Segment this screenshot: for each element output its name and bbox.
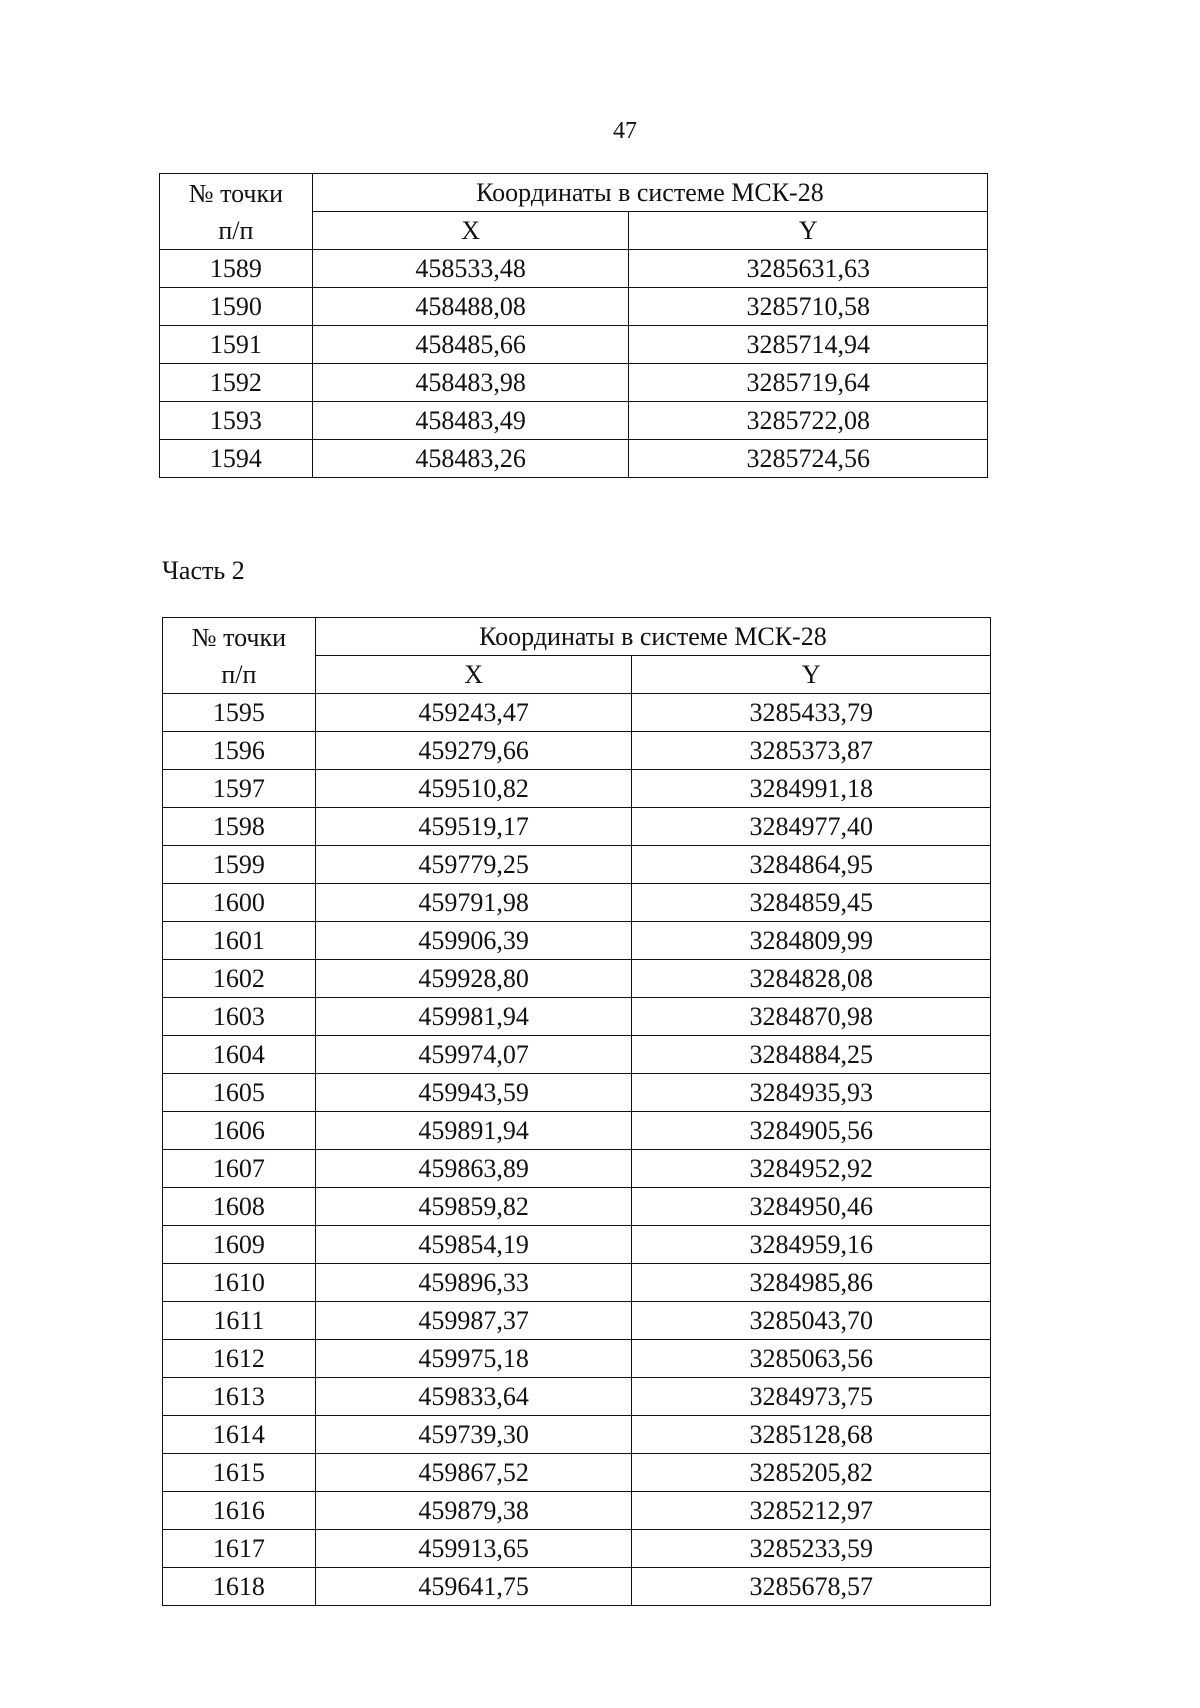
- point-number-header-line2: п/п: [218, 215, 254, 245]
- point-number-cell: 1600: [163, 884, 316, 922]
- table-row: [163, 1378, 991, 1416]
- x-coordinate-cell: 459943,59: [315, 1074, 632, 1112]
- point-number-cell: 1591: [160, 326, 313, 364]
- y-coordinate-cell: 3284864,95: [632, 846, 991, 884]
- y-column-header: Y: [629, 212, 988, 250]
- point-number-cell: 1599: [163, 846, 316, 884]
- y-coordinate-cell: 3284959,16: [632, 1226, 991, 1264]
- point-number-header: [163, 618, 316, 694]
- y-coordinate-cell: 3285719,64: [629, 364, 988, 402]
- coordinates-header: Координаты в системе МСК-28: [315, 618, 990, 656]
- y-coordinate-cell: 3285233,59: [632, 1530, 991, 1568]
- point-number-cell: 1614: [163, 1416, 316, 1454]
- point-number-cell: 1609: [163, 1226, 316, 1264]
- point-number-cell: 1605: [163, 1074, 316, 1112]
- x-column-header: X: [312, 212, 629, 250]
- table-row: [160, 288, 988, 326]
- point-number-cell: 1615: [163, 1454, 316, 1492]
- x-coordinate-cell: 459867,52: [315, 1454, 632, 1492]
- point-number-cell: 1593: [160, 402, 313, 440]
- point-number-header-line1: № точки: [191, 622, 287, 652]
- point-number-header-line2: п/п: [221, 659, 257, 689]
- x-coordinate-cell: 459879,38: [315, 1492, 632, 1530]
- point-number-cell: 1604: [163, 1036, 316, 1074]
- page-number: 47: [613, 118, 637, 144]
- x-coordinate-cell: 458485,66: [312, 326, 629, 364]
- table-row: [163, 1416, 991, 1454]
- table-row: [163, 960, 991, 998]
- y-coordinate-cell: 3285678,57: [632, 1568, 991, 1606]
- x-coordinate-cell: 459974,07: [315, 1036, 632, 1074]
- x-coordinate-cell: 459975,18: [315, 1340, 632, 1378]
- x-coordinate-cell: 459987,37: [315, 1302, 632, 1340]
- point-number-cell: 1594: [160, 440, 313, 478]
- y-coordinate-cell: 3284905,56: [632, 1112, 991, 1150]
- x-coordinate-cell: 459519,17: [315, 808, 632, 846]
- point-number-cell: 1611: [163, 1302, 316, 1340]
- x-coordinate-cell: 458483,49: [312, 402, 629, 440]
- x-coordinate-cell: 459981,94: [315, 998, 632, 1036]
- y-coordinate-cell: 3285063,56: [632, 1340, 991, 1378]
- y-coordinate-cell: 3285722,08: [629, 402, 988, 440]
- x-coordinate-cell: 459859,82: [315, 1188, 632, 1226]
- y-coordinate-cell: 3285433,79: [632, 694, 991, 732]
- x-coordinate-cell: 458483,98: [312, 364, 629, 402]
- y-coordinate-cell: 3285373,87: [632, 732, 991, 770]
- x-coordinate-cell: 458533,48: [312, 250, 629, 288]
- point-number-cell: 1595: [163, 694, 316, 732]
- x-coordinate-cell: 459510,82: [315, 770, 632, 808]
- y-coordinate-cell: 3284884,25: [632, 1036, 991, 1074]
- point-number-header: [160, 174, 313, 250]
- x-coordinate-cell: 459641,75: [315, 1568, 632, 1606]
- y-coordinate-cell: 3284985,86: [632, 1264, 991, 1302]
- point-number-cell: 1596: [163, 732, 316, 770]
- table-row: [163, 1568, 991, 1606]
- x-coordinate-cell: 459791,98: [315, 884, 632, 922]
- point-number-cell: 1592: [160, 364, 313, 402]
- table-row: [163, 922, 991, 960]
- table-row: [163, 846, 991, 884]
- y-coordinate-cell: 3285714,94: [629, 326, 988, 364]
- y-coordinate-cell: 3284977,40: [632, 808, 991, 846]
- y-coordinate-cell: 3284809,99: [632, 922, 991, 960]
- table-row: [163, 1150, 991, 1188]
- table-row: [163, 1530, 991, 1568]
- point-number-cell: 1606: [163, 1112, 316, 1150]
- point-number-cell: 1616: [163, 1492, 316, 1530]
- coordinates-header: Координаты в системе МСК-28: [312, 174, 987, 212]
- table-row: [163, 1264, 991, 1302]
- y-coordinate-cell: 3284950,46: [632, 1188, 991, 1226]
- x-coordinate-cell: 459243,47: [315, 694, 632, 732]
- table-row: [163, 1492, 991, 1530]
- point-number-cell: 1590: [160, 288, 313, 326]
- table-row: [163, 998, 991, 1036]
- table-row: [160, 364, 988, 402]
- table-row: [163, 1302, 991, 1340]
- point-number-cell: 1602: [163, 960, 316, 998]
- x-coordinate-cell: 459833,64: [315, 1378, 632, 1416]
- table-row: [163, 1074, 991, 1112]
- coordinates-table-part2: [162, 617, 991, 1606]
- y-coordinate-cell: 3285128,68: [632, 1416, 991, 1454]
- table-row: [163, 1112, 991, 1150]
- table-row: [163, 694, 991, 732]
- x-coordinate-cell: 459891,94: [315, 1112, 632, 1150]
- point-number-cell: 1598: [163, 808, 316, 846]
- y-coordinate-cell: 3285212,97: [632, 1492, 991, 1530]
- x-coordinate-cell: 459913,65: [315, 1530, 632, 1568]
- table-row: [160, 326, 988, 364]
- y-coordinate-cell: 3284859,45: [632, 884, 991, 922]
- table-row: [163, 1454, 991, 1492]
- point-number-header-line1: № точки: [188, 178, 284, 208]
- y-coordinate-cell: 3284952,92: [632, 1150, 991, 1188]
- y-coordinate-cell: 3285043,70: [632, 1302, 991, 1340]
- x-coordinate-cell: 459739,30: [315, 1416, 632, 1454]
- table-row: [163, 1340, 991, 1378]
- y-coordinate-cell: 3284935,93: [632, 1074, 991, 1112]
- point-number-cell: 1612: [163, 1340, 316, 1378]
- table-row: [160, 402, 988, 440]
- y-coordinate-cell: 3285724,56: [629, 440, 988, 478]
- table-row: [163, 884, 991, 922]
- coordinates-table-part1: [159, 173, 988, 478]
- point-number-cell: 1601: [163, 922, 316, 960]
- table-row: [163, 770, 991, 808]
- x-coordinate-cell: 458483,26: [312, 440, 629, 478]
- table-row: [163, 1188, 991, 1226]
- point-number-cell: 1608: [163, 1188, 316, 1226]
- point-number-cell: 1589: [160, 250, 313, 288]
- point-number-cell: 1597: [163, 770, 316, 808]
- y-coordinate-cell: 3285631,63: [629, 250, 988, 288]
- x-column-header: X: [315, 656, 632, 694]
- table-row: [163, 1226, 991, 1264]
- x-coordinate-cell: 459863,89: [315, 1150, 632, 1188]
- point-number-cell: 1603: [163, 998, 316, 1036]
- x-coordinate-cell: 459928,80: [315, 960, 632, 998]
- table-row: [163, 732, 991, 770]
- point-number-cell: 1617: [163, 1530, 316, 1568]
- x-coordinate-cell: 459779,25: [315, 846, 632, 884]
- x-coordinate-cell: 459854,19: [315, 1226, 632, 1264]
- x-coordinate-cell: 458488,08: [312, 288, 629, 326]
- x-coordinate-cell: 459279,66: [315, 732, 632, 770]
- table-row: [163, 808, 991, 846]
- y-coordinate-cell: 3284828,08: [632, 960, 991, 998]
- table-row: [160, 440, 988, 478]
- point-number-cell: 1618: [163, 1568, 316, 1606]
- x-coordinate-cell: 459896,33: [315, 1264, 632, 1302]
- y-coordinate-cell: 3284870,98: [632, 998, 991, 1036]
- y-coordinate-cell: 3285710,58: [629, 288, 988, 326]
- part-2-label: Часть 2: [162, 556, 245, 585]
- point-number-cell: 1607: [163, 1150, 316, 1188]
- table-row: [163, 1036, 991, 1074]
- point-number-cell: 1613: [163, 1378, 316, 1416]
- x-coordinate-cell: 459906,39: [315, 922, 632, 960]
- y-coordinate-cell: 3284973,75: [632, 1378, 991, 1416]
- point-number-cell: 1610: [163, 1264, 316, 1302]
- y-column-header: Y: [632, 656, 991, 694]
- y-coordinate-cell: 3285205,82: [632, 1454, 991, 1492]
- y-coordinate-cell: 3284991,18: [632, 770, 991, 808]
- table-row: [160, 250, 988, 288]
